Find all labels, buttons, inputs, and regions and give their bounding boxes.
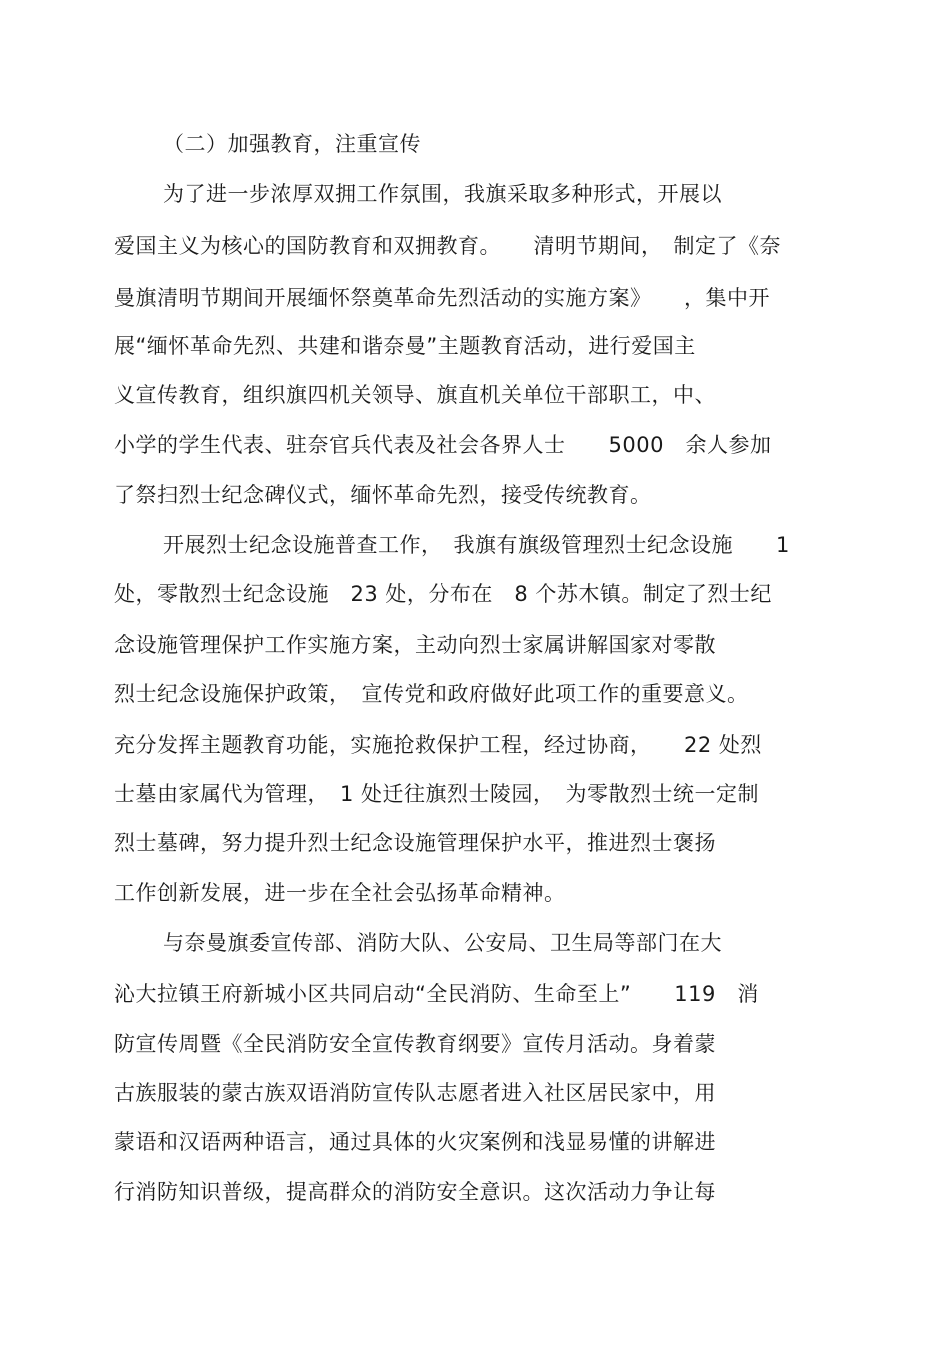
paragraph-line: 烈士墓碑，努力提升烈士纪念设施管理保护水平，推进烈士褒扬 — [114, 831, 716, 855]
paragraph-line: 充分发挥主题教育功能，实施抢救保护工程，经过协商， 22 处烈 — [114, 733, 762, 757]
paragraph-line: 开展烈士纪念设施普查工作， 我旗有旗级管理烈士纪念设施 1 — [163, 533, 790, 557]
paragraph-line: 与奈曼旗委宣传部、消防大队、公安局、卫生局等部门在大 — [163, 931, 722, 955]
paragraph-line: 爱国主义为核心的国防教育和双拥教育。 清明节期间， 制定了《奈 — [114, 234, 781, 258]
paragraph-line: 防宣传周暨《全民消防安全宣传教育纲要》宣传月活动。身着蒙 — [114, 1032, 716, 1056]
paragraph-line: 沁大拉镇王府新城小区共同启动“全民消防、生命至上” 119 消 — [114, 982, 759, 1006]
paragraph-line: 蒙语和汉语两种语言，通过具体的火灾案例和浅显易懂的讲解进 — [114, 1130, 716, 1154]
paragraph-line: 士墓由家属代为管理， 1 处迁往旗烈士陵园， 为零散烈士统一定制 — [114, 782, 760, 806]
paragraph-line: 念设施管理保护工作实施方案，主动向烈士家属讲解国家对零散 — [114, 633, 716, 657]
paragraph-line: 处，零散烈士纪念设施 23 处，分布在 8 个苏木镇。制定了烈士纪 — [114, 582, 772, 606]
paragraph-line: 了祭扫烈士纪念碑仪式，缅怀革命先烈，接受传统教育。 — [114, 483, 652, 507]
paragraph-line: 义宣传教育，组织旗四机关领导、旗直机关单位干部职工，中、 — [114, 383, 716, 407]
paragraph-line: 行消防知识普级，提高群众的消防安全意识。这次活动力争让每 — [114, 1180, 716, 1204]
paragraph-line: 曼旗清明节期间开展缅怀祭奠革命先烈活动的实施方案》 ，集中开 — [114, 286, 770, 310]
paragraph-line: 展“缅怀革命先烈、共建和谐奈曼”主题教育活动，进行爱国主 — [114, 334, 696, 358]
paragraph-line: 古族服装的蒙古族双语消防宣传队志愿者进入社区居民家中，用 — [114, 1081, 716, 1105]
section-heading: （二）加强教育，注重宣传 — [163, 132, 421, 156]
paragraph-line: 工作创新发展，进一步在全社会弘扬革命精神。 — [114, 881, 566, 905]
paragraph-line: 为了进一步浓厚双拥工作氛围，我旗采取多种形式，开展以 — [163, 182, 722, 206]
paragraph-line: 烈士纪念设施保护政策， 宣传党和政府做好此项工作的重要意义。 — [114, 682, 749, 706]
paragraph-line: 小学的学生代表、驻奈官兵代表及社会各界人士 5000 余人参加 — [114, 433, 772, 457]
